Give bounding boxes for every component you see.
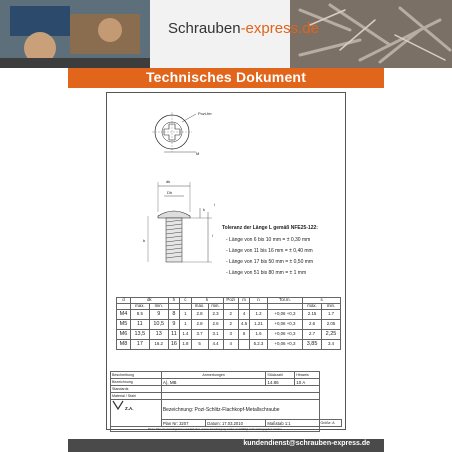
table-cell: 11 [168, 330, 179, 340]
table-header-cell: c [180, 298, 191, 304]
tolerance-line-1: - Länge von 6 bis 10 mm = ± 0,30 mm [226, 237, 311, 243]
footer-bar [68, 439, 384, 452]
table-cell: 2.3 [208, 310, 223, 320]
plan-format: Größe: A [319, 420, 341, 427]
table-header-cell: k [191, 298, 223, 304]
table-cell: 16 [168, 340, 179, 350]
tolerance-line-2: - Länge von 11 bis 16 mm = ± 0,40 mm [226, 248, 313, 254]
table-row [117, 330, 341, 340]
table-cell: 11 [130, 320, 149, 330]
table-header-cell: n [250, 298, 267, 304]
company-name: Z.A. [125, 406, 134, 411]
quantity-label: Stückzahl [266, 372, 295, 379]
standards-value [161, 386, 319, 393]
note-value: 10 A [295, 379, 319, 386]
i-label: i [214, 202, 215, 207]
brand-logo[interactable] [168, 20, 319, 37]
table-header-cell: dk [130, 298, 168, 304]
dimensions-table [116, 297, 341, 350]
title-block-row [111, 379, 342, 386]
table-cell: M4 [117, 310, 131, 320]
screw-side-view-drawing [140, 172, 220, 282]
table-cell: 16.2 [149, 340, 168, 350]
screw-top-view-drawing [146, 102, 226, 166]
table-cell: 2.6 [303, 320, 322, 330]
plan-date: Datum: 17.03.2010 [206, 420, 266, 427]
plan-scale: Maßstab 1:1 [266, 420, 319, 427]
table-header-cell: max. [191, 304, 208, 310]
material-label: Material / Stahl [111, 393, 162, 400]
table-cell: 9 [149, 310, 168, 320]
note-label: Hinweis [295, 372, 319, 379]
title-block-row [111, 386, 342, 393]
remarks-label: Anmerkungen [161, 372, 266, 379]
table-cell: 1.7 [322, 310, 341, 320]
table-header-cell: min. [208, 304, 223, 310]
table-cell: 4 [238, 310, 249, 320]
table-cell: 1.2 [250, 310, 267, 320]
table-cell: 2.8 [191, 320, 208, 330]
table-header-cell: min. [322, 304, 341, 310]
table-cell: M5 [117, 320, 131, 330]
table-cell: 1.21 [250, 320, 267, 330]
tolerance-title: Toleranz der Länge L gemäß NFE25-122: [222, 225, 318, 231]
tolerance-line-4: - Länge von 51 bis 80 mm = ± 1 mm [226, 270, 307, 276]
material-value [161, 393, 319, 400]
table-cell: 1.8 [180, 340, 191, 350]
table-cell: 1 [180, 320, 191, 330]
pozi-label: Pozi-fer [198, 111, 212, 116]
table-cell: 8.5 [130, 310, 149, 320]
company-logo-icon [112, 400, 124, 410]
description-label: Beschreibung [111, 372, 162, 379]
table-cell: 4.4 [208, 340, 223, 350]
standards-label: Standards [111, 386, 162, 393]
dk-label: dk [166, 179, 171, 184]
title-block-row [111, 427, 342, 432]
table-cell: +0,06 +0,3 [267, 320, 302, 330]
table-cell: 3.4 [322, 340, 341, 350]
disclaimer-text: Dieser Plan ist unser Eigentum und darf ohne unsere Genehmigung weder vervielfältigt noch weitergegeben werden [111, 427, 320, 432]
table-cell: 2.05 [322, 320, 341, 330]
table-row [117, 310, 341, 320]
logo-suffix-text: -express.de [240, 20, 319, 37]
l-label: l [212, 233, 213, 238]
part-designation: Bezeichnung: Pozi-Schlitz-Flachkopf-Metallschraube [161, 400, 319, 420]
table-cell: M6 [117, 330, 131, 340]
designation-label: Bezeichnung [111, 379, 162, 386]
table-cell: 1.4 [180, 330, 191, 340]
table-header-cell: max. [130, 304, 149, 310]
table-cell: 13,5 [130, 330, 149, 340]
designation-value: A), MB [161, 379, 266, 386]
table-header-cell: m [238, 298, 249, 304]
table-cell: 5.2.3 [250, 340, 267, 350]
m-label: M [196, 151, 200, 156]
title-block-row [111, 372, 342, 379]
logo-brand-text: Schrauben [168, 20, 241, 37]
table-cell: 2.15 [303, 310, 322, 320]
table-row [117, 340, 341, 350]
company-cell [111, 400, 162, 427]
table-cell: 1.6 [250, 330, 267, 340]
table-cell [238, 340, 249, 350]
table-header-cell: Pozi [223, 298, 238, 304]
table-cell: 5 [191, 340, 208, 350]
table-cell: 1 [180, 310, 191, 320]
title-bar [68, 68, 384, 88]
table-cell: 2.6 [208, 320, 223, 330]
table-cell: 10,5 [149, 320, 168, 330]
title-block-table [110, 371, 342, 432]
table-cell: 2 [223, 320, 238, 330]
title-block-row [111, 400, 342, 420]
table-cell: 3 [223, 330, 238, 340]
table-cell: 2.8 [191, 310, 208, 320]
table-cell: M8 [117, 340, 131, 350]
table-cell: 6 [238, 330, 249, 340]
table-header-cell: Tol.m. [267, 298, 302, 304]
table-cell: 8 [168, 310, 179, 320]
table-cell: 3.7 [191, 330, 208, 340]
table-cell: +0,06 +0,3 [267, 310, 302, 320]
table-cell: 9 [168, 320, 179, 330]
table-header-cell: d [117, 298, 131, 304]
b-label: b [143, 238, 146, 243]
table-header-cell: min. [149, 304, 168, 310]
quantity-value: 14.86 [266, 379, 295, 386]
table-header-cell: s [303, 298, 341, 304]
k-label: k [203, 207, 205, 212]
table-cell: 13 [149, 330, 168, 340]
table-cell: +0,06 +0,3 [267, 340, 302, 350]
table-cell: 3.1 [208, 330, 223, 340]
support-email-link[interactable]: kundendienst@schrauben-express.de [243, 440, 370, 447]
document-title: Technisches Dokument [145, 69, 307, 85]
table-header-cell: h [168, 298, 179, 304]
table-cell: 2,25 [322, 330, 341, 340]
table-cell: 4 [223, 340, 238, 350]
table-cell: 2 [223, 310, 238, 320]
table-cell: 2.7 [303, 330, 322, 340]
table-row [117, 320, 341, 330]
dh-label: Dh [167, 190, 173, 195]
table-cell: 4.5 [238, 320, 249, 330]
table-cell: 3,85 [303, 340, 322, 350]
title-block-row [111, 393, 342, 400]
plan-number: Plan Nr: 3207 [161, 420, 205, 427]
table-cell: +0,06 +0,3 [267, 330, 302, 340]
table-header-cell: max. [303, 304, 322, 310]
table-cell: 17 [130, 340, 149, 350]
tolerance-line-3: - Länge von 17 bis 50 mm = ± 0,50 mm [226, 259, 314, 265]
